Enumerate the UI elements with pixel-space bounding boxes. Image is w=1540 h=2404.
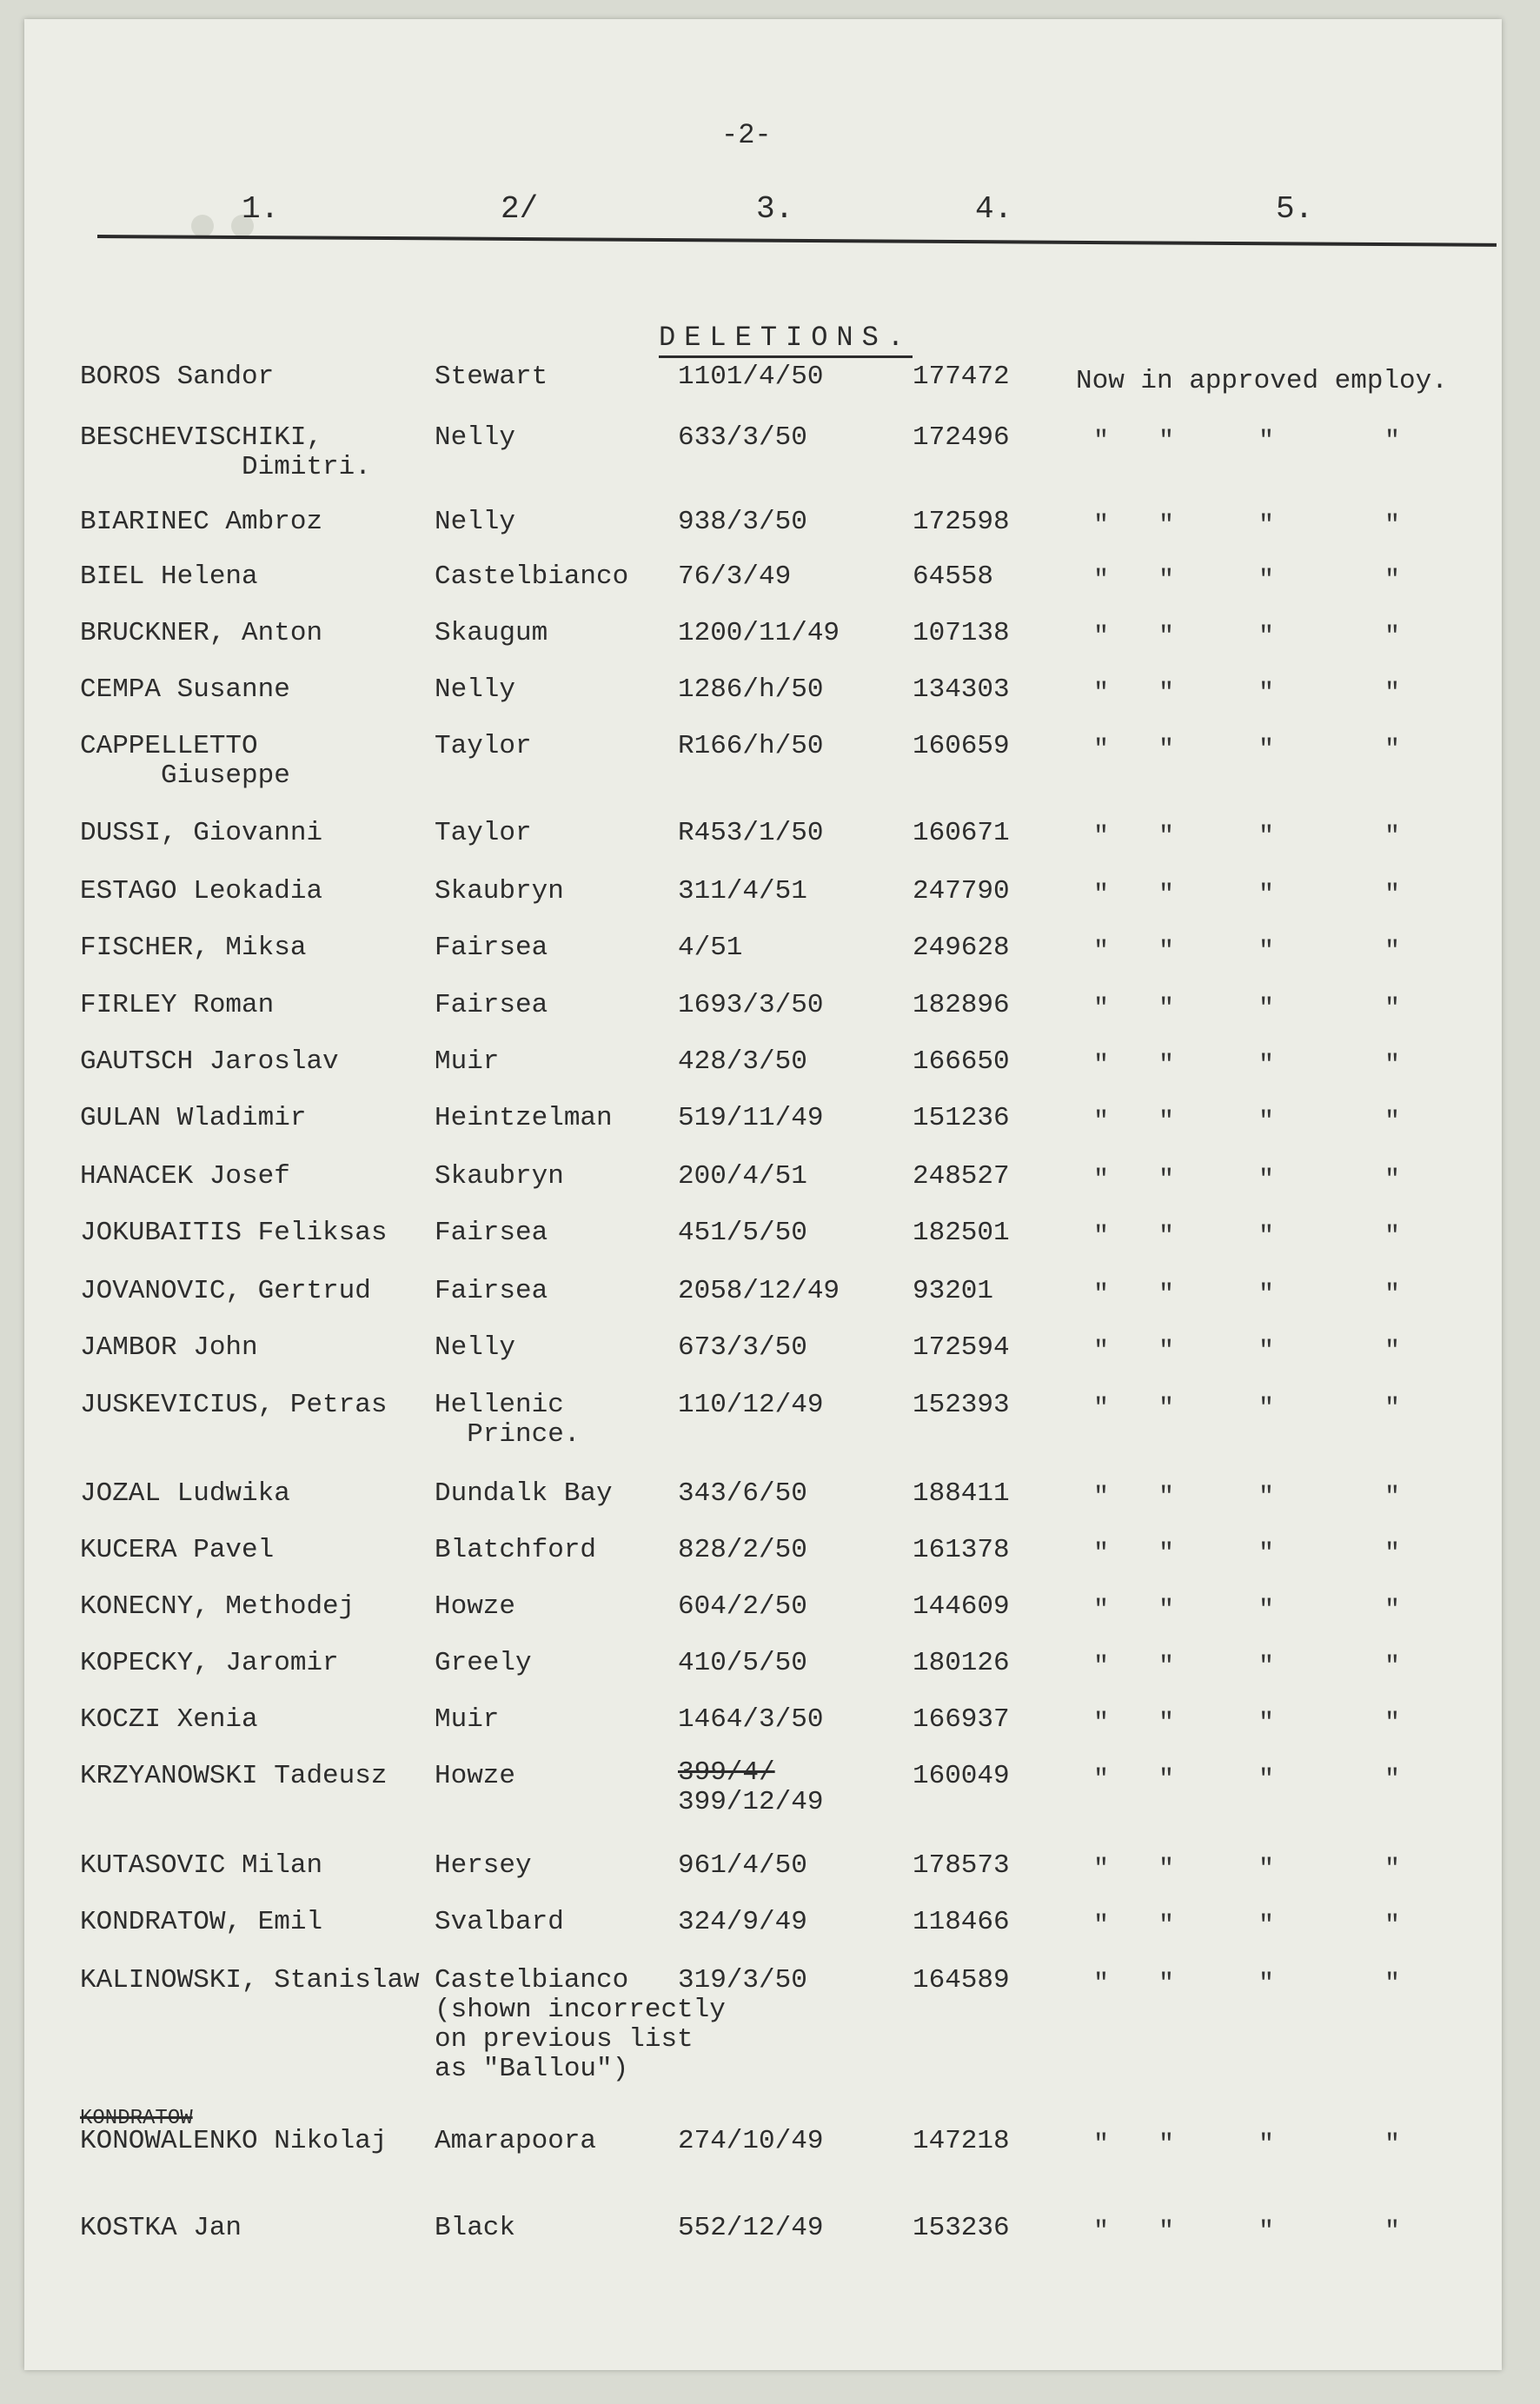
name-cell: KUCERA Pavel	[80, 1535, 275, 1565]
ditto-mark: "	[1158, 1969, 1175, 1999]
ship-cell: Castelbianco	[435, 561, 629, 592]
ditto-mark: "	[1093, 880, 1110, 910]
ditto-mark: "	[1158, 566, 1175, 595]
number-cell: 248527	[913, 1161, 1010, 1192]
number-cell: 153236	[913, 2213, 1010, 2243]
ditto-mark: "	[1093, 1483, 1110, 1512]
name-cell: KALINOWSKI, Stanislaw	[80, 1965, 420, 1996]
table-row	[24, 1649, 1502, 1701]
ref-cell: 311/4/51	[678, 876, 807, 906]
ditto-mark: "	[1258, 1051, 1275, 1080]
ditto-mark: "	[1158, 679, 1175, 708]
ship-cell: Fairsea	[435, 1218, 548, 1248]
ditto-mark: "	[1258, 566, 1275, 595]
number-cell: 180126	[913, 1648, 1010, 1678]
table-row	[24, 1104, 1502, 1156]
ditto-mark: "	[1384, 1855, 1401, 1884]
ship-cell: Skaubryn	[435, 1161, 564, 1192]
ditto-mark: "	[1384, 622, 1401, 652]
ditto-mark: "	[1093, 1911, 1110, 1941]
ref-cell: 319/3/50	[678, 1965, 807, 1996]
ditto-mark: "	[1093, 1394, 1110, 1424]
ditto-mark: "	[1158, 1394, 1175, 1424]
number-cell: 152393	[913, 1390, 1010, 1420]
number-cell: 164589	[913, 1965, 1010, 1996]
number-cell: 178573	[913, 1850, 1010, 1881]
ditto-mark: "	[1158, 1280, 1175, 1310]
number-cell: 147218	[913, 2126, 1010, 2156]
ditto-mark: "	[1158, 2130, 1175, 2160]
ditto-mark: "	[1158, 1107, 1175, 1137]
ditto-mark: "	[1093, 2130, 1110, 2160]
table-row	[24, 1479, 1502, 1531]
name-cell: FIRLEY Roman	[80, 990, 275, 1020]
ditto-mark: "	[1384, 1222, 1401, 1252]
ref-cell: 4/51	[678, 933, 743, 963]
number-cell: 118466	[913, 1907, 1010, 1937]
ref-cell: 110/12/49	[678, 1390, 824, 1420]
ref-cell: 552/12/49	[678, 2213, 824, 2243]
ship-cell: Amarapoora	[435, 2126, 597, 2156]
ditto-mark: "	[1384, 1596, 1401, 1625]
name-cell: BIEL Helena	[80, 561, 258, 592]
ditto-mark: "	[1258, 1709, 1275, 1738]
ditto-mark: "	[1158, 1051, 1175, 1080]
number-cell: 172496	[913, 422, 1010, 453]
ditto-mark: "	[1158, 2217, 1175, 2247]
table-row	[24, 675, 1502, 727]
name-cell: DUSSI, Giovanni	[80, 818, 323, 848]
name-cell: JAMBOR John	[80, 1332, 258, 1363]
table-row	[24, 508, 1502, 560]
table-row	[24, 1965, 1502, 2084]
ditto-mark: "	[1158, 1596, 1175, 1625]
ditto-mark: "	[1158, 937, 1175, 966]
number-cell: 151236	[913, 1103, 1010, 1133]
ship-cell: Taylor	[435, 731, 532, 761]
ship-cell: Heintzelman	[435, 1103, 613, 1133]
ditto-mark: "	[1158, 822, 1175, 852]
ditto-mark: "	[1258, 622, 1275, 652]
ditto-mark: "	[1258, 1539, 1275, 1569]
number-cell: 247790	[913, 876, 1010, 906]
column-header-4: 4.	[975, 191, 1013, 227]
ship-cell: Howze	[435, 1591, 516, 1622]
number-cell: 188411	[913, 1478, 1010, 1509]
ditto-mark: "	[1158, 1337, 1175, 1366]
ditto-mark: "	[1093, 1855, 1110, 1884]
ship-cell: Nelly	[435, 422, 516, 453]
ditto-mark: "	[1384, 1709, 1401, 1738]
ship-cell: Blatchford	[435, 1535, 597, 1565]
ref-cell: 961/4/50	[678, 1850, 807, 1881]
ditto-mark: "	[1258, 880, 1275, 910]
ditto-mark: "	[1384, 1165, 1401, 1195]
ditto-mark: "	[1384, 1337, 1401, 1366]
table-row	[24, 2214, 1502, 2266]
ditto-mark: "	[1093, 735, 1110, 765]
table-row	[24, 422, 1502, 482]
ditto-mark: "	[1384, 1107, 1401, 1137]
struck-name: KONDRATOW	[80, 2107, 193, 2130]
ditto-mark: "	[1158, 1709, 1175, 1738]
ditto-mark: "	[1384, 2130, 1401, 2160]
ditto-mark: "	[1384, 1051, 1401, 1080]
name-cell: CEMPA Susanne	[80, 674, 290, 705]
table-row	[24, 562, 1502, 614]
header-rule	[97, 235, 1497, 247]
ship-cell: Fairsea	[435, 933, 548, 963]
name-cell: BIARINEC Ambroz	[80, 507, 323, 537]
ditto-mark: "	[1093, 1165, 1110, 1195]
ditto-mark: "	[1384, 2217, 1401, 2247]
ditto-mark: "	[1258, 1165, 1275, 1195]
name-cell: BESCHEVISCHIKI, Dimitri.	[80, 422, 371, 482]
ditto-mark: "	[1258, 1765, 1275, 1795]
ship-cell: Muir	[435, 1046, 500, 1077]
ditto-mark: "	[1258, 994, 1275, 1024]
ref-cell: 633/3/50	[678, 422, 807, 453]
table-row	[24, 819, 1502, 871]
number-cell: 107138	[913, 618, 1010, 648]
ref-cell: 1200/11/49	[678, 618, 840, 648]
ditto-mark: "	[1093, 1337, 1110, 1366]
ship-cell: Castelbianco (shown incorrectly on previous list as "Ballou")	[435, 1965, 726, 2084]
ditto-mark: "	[1158, 1911, 1175, 1941]
ditto-mark: "	[1384, 880, 1401, 910]
column-header-1: 1.	[242, 191, 280, 227]
ditto-mark: "	[1384, 1539, 1401, 1569]
number-cell: 166650	[913, 1046, 1010, 1077]
ditto-mark: "	[1093, 1596, 1110, 1625]
table-row	[24, 1277, 1502, 1329]
ditto-mark: "	[1158, 1765, 1175, 1795]
name-cell: JOKUBAITIS Feliksas	[80, 1218, 388, 1248]
name-cell: KONOWALENKO Nikolaj	[80, 2126, 388, 2156]
name-cell: KUTASOVIC Milan	[80, 1850, 323, 1881]
table-row	[24, 731, 1502, 791]
table-row	[24, 877, 1502, 929]
ref-cell: 399/12/49	[678, 1787, 824, 1817]
number-cell: 172598	[913, 507, 1010, 537]
ditto-mark: "	[1093, 1652, 1110, 1682]
ship-cell: Nelly	[435, 507, 516, 537]
ditto-mark: "	[1093, 679, 1110, 708]
ship-cell: Stewart	[435, 362, 548, 392]
name-cell: FISCHER, Miksa	[80, 933, 307, 963]
table-row	[24, 619, 1502, 671]
ditto-mark: "	[1158, 1539, 1175, 1569]
ditto-mark: "	[1384, 1394, 1401, 1424]
number-cell: 161378	[913, 1535, 1010, 1565]
name-cell: ESTAGO Leokadia	[80, 876, 323, 906]
table-row	[24, 1908, 1502, 1960]
ditto-mark: "	[1384, 822, 1401, 852]
ref-cell: 938/3/50	[678, 507, 807, 537]
name-cell: BOROS Sandor	[80, 362, 275, 392]
ditto-mark: "	[1158, 1165, 1175, 1195]
ship-cell: Nelly	[435, 1332, 516, 1363]
ditto-mark: "	[1384, 566, 1401, 595]
name-cell: HANACEK Josef	[80, 1161, 290, 1192]
ditto-mark: "	[1158, 994, 1175, 1024]
name-cell: JUSKEVICIUS, Petras	[80, 1390, 388, 1420]
ditto-mark: "	[1384, 1911, 1401, 1941]
ship-cell: Svalbard	[435, 1907, 564, 1937]
name-cell: KOSTKA Jan	[80, 2213, 242, 2243]
number-cell: 134303	[913, 674, 1010, 705]
ditto-mark: "	[1158, 1855, 1175, 1884]
ditto-mark: "	[1384, 1652, 1401, 1682]
ditto-mark: "	[1093, 1222, 1110, 1252]
table-row	[24, 362, 1502, 415]
ditto-mark: "	[1093, 1280, 1110, 1310]
name-cell: KONDRATOW, Emil	[80, 1907, 323, 1937]
name-cell: KRZYANOWSKI Tadeusz	[80, 1761, 388, 1791]
ditto-mark: "	[1258, 1107, 1275, 1137]
column-header-2: 2/	[501, 191, 539, 227]
number-cell: 177472	[913, 362, 1010, 392]
table-row	[24, 1592, 1502, 1644]
table-row	[24, 1851, 1502, 1903]
ship-cell: Fairsea	[435, 990, 548, 1020]
ref-cell: 1464/3/50	[678, 1704, 824, 1735]
ditto-mark: "	[1258, 937, 1275, 966]
ditto-mark: "	[1258, 679, 1275, 708]
ship-cell: Fairsea	[435, 1276, 548, 1306]
ditto-mark: "	[1258, 1911, 1275, 1941]
ref-cell: 673/3/50	[678, 1332, 807, 1363]
ditto-mark: "	[1158, 511, 1175, 541]
table-row	[24, 1219, 1502, 1271]
name-cell: JOVANOVIC, Gertrud	[80, 1276, 371, 1306]
ditto-mark: "	[1384, 427, 1401, 456]
ship-cell: Greely	[435, 1648, 532, 1678]
name-cell: GULAN Wladimir	[80, 1103, 307, 1133]
table-row	[24, 1705, 1502, 1757]
ref-cell: 410/5/50	[678, 1648, 807, 1678]
page-number: -2-	[721, 119, 772, 151]
ship-cell: Hellenic Prince.	[435, 1390, 581, 1450]
ref-cell: 451/5/50	[678, 1218, 807, 1248]
ref-cell: 428/3/50	[678, 1046, 807, 1077]
ditto-mark: "	[1158, 427, 1175, 456]
ditto-mark: "	[1258, 1596, 1275, 1625]
ref-cell: 1286/h/50	[678, 674, 824, 705]
number-cell: 182501	[913, 1218, 1010, 1248]
table-row	[24, 1757, 1502, 1817]
ref-cell: 519/11/49	[678, 1103, 824, 1133]
column-header-5: 5.	[1276, 191, 1314, 227]
ditto-mark: "	[1258, 1652, 1275, 1682]
ditto-mark: "	[1158, 1483, 1175, 1512]
ref-cell: R166/h/50	[678, 731, 824, 761]
ditto-mark: "	[1093, 1709, 1110, 1738]
number-cell: 249628	[913, 933, 1010, 963]
number-cell: 160049	[913, 1761, 1010, 1791]
ditto-mark: "	[1093, 1051, 1110, 1080]
number-cell: 182896	[913, 990, 1010, 1020]
ditto-mark: "	[1258, 511, 1275, 541]
ditto-mark: "	[1093, 566, 1110, 595]
ref-cell: 2058/12/49	[678, 1276, 840, 1306]
ditto-mark: "	[1384, 1483, 1401, 1512]
number-cell: 160671	[913, 818, 1010, 848]
ref-cell: 604/2/50	[678, 1591, 807, 1622]
ditto-mark: "	[1258, 1855, 1275, 1884]
column-header-3: 3.	[756, 191, 794, 227]
name-cell: GAUTSCH Jaroslav	[80, 1046, 339, 1077]
ditto-mark: "	[1093, 1539, 1110, 1569]
ditto-mark: "	[1093, 1765, 1110, 1795]
table-row	[24, 933, 1502, 986]
struck-ref: 399/4/	[678, 1757, 775, 1788]
table-row	[24, 1162, 1502, 1214]
ditto-mark: "	[1093, 2217, 1110, 2247]
ditto-mark: "	[1258, 1222, 1275, 1252]
ditto-mark: "	[1384, 511, 1401, 541]
number-cell: 172594	[913, 1332, 1010, 1363]
ditto-mark: "	[1158, 1222, 1175, 1252]
ditto-mark: "	[1258, 1969, 1275, 1999]
ditto-mark: "	[1093, 511, 1110, 541]
ditto-mark: "	[1093, 622, 1110, 652]
ref-cell: 274/10/49	[678, 2126, 824, 2156]
ditto-mark: "	[1093, 427, 1110, 456]
ditto-mark: "	[1158, 880, 1175, 910]
ditto-mark: "	[1258, 735, 1275, 765]
ditto-mark: "	[1258, 2217, 1275, 2247]
section-title: DELETIONS.	[659, 322, 913, 358]
ship-cell: Black	[435, 2213, 516, 2243]
ditto-mark: "	[1384, 994, 1401, 1024]
punch-hole	[191, 215, 214, 237]
table-row	[24, 1047, 1502, 1099]
ditto-mark: "	[1258, 2130, 1275, 2160]
ref-cell: 76/3/49	[678, 561, 792, 592]
document-page	[24, 19, 1502, 2370]
name-cell: CAPPELLETTO Giuseppe	[80, 731, 290, 791]
number-cell: 64558	[913, 561, 994, 592]
table-row	[24, 1536, 1502, 1588]
ship-cell: Hersey	[435, 1850, 532, 1881]
ditto-mark: "	[1093, 1969, 1110, 1999]
ship-cell: Skaubryn	[435, 876, 564, 906]
ditto-mark: "	[1384, 735, 1401, 765]
ditto-mark: "	[1258, 1394, 1275, 1424]
name-cell: KOPECKY, Jaromir	[80, 1648, 339, 1678]
name-cell: BRUCKNER, Anton	[80, 618, 323, 648]
ship-cell: Taylor	[435, 818, 532, 848]
ditto-mark: "	[1258, 427, 1275, 456]
ref-cell: R453/1/50	[678, 818, 824, 848]
ditto-mark: "	[1258, 1483, 1275, 1512]
ditto-mark: "	[1384, 1765, 1401, 1795]
ditto-mark: "	[1158, 622, 1175, 652]
ditto-mark: "	[1158, 735, 1175, 765]
number-cell: 160659	[913, 731, 1010, 761]
ditto-mark: "	[1384, 679, 1401, 708]
ref-cell: 324/9/49	[678, 1907, 807, 1937]
ditto-mark: "	[1384, 937, 1401, 966]
ditto-mark: "	[1258, 1280, 1275, 1310]
ditto-mark: "	[1384, 1280, 1401, 1310]
ship-cell: Muir	[435, 1704, 500, 1735]
name-cell: KOCZI Xenia	[80, 1704, 258, 1735]
ref-cell: 1101/4/50	[678, 362, 824, 392]
table-row	[24, 1333, 1502, 1385]
number-cell: 144609	[913, 1591, 1010, 1622]
ditto-mark: "	[1093, 994, 1110, 1024]
ditto-mark: "	[1158, 1652, 1175, 1682]
ref-cell: 828/2/50	[678, 1535, 807, 1565]
name-cell: JOZAL Ludwika	[80, 1478, 290, 1509]
ditto-mark: "	[1384, 1969, 1401, 1999]
ref-cell: 1693/3/50	[678, 990, 824, 1020]
status-cell: Now in approved employ.	[1076, 366, 1448, 396]
ditto-mark: "	[1093, 822, 1110, 852]
table-row	[24, 1390, 1502, 1450]
ref-cell: 343/6/50	[678, 1478, 807, 1509]
number-cell: 93201	[913, 1276, 994, 1306]
ship-cell: Dundalk Bay	[435, 1478, 613, 1509]
ditto-mark: "	[1258, 822, 1275, 852]
ref-cell: 200/4/51	[678, 1161, 807, 1192]
ditto-mark: "	[1258, 1337, 1275, 1366]
ditto-mark: "	[1093, 1107, 1110, 1137]
ditto-mark: "	[1093, 937, 1110, 966]
ship-cell: Nelly	[435, 674, 516, 705]
table-row	[24, 991, 1502, 1043]
number-cell: 166937	[913, 1704, 1010, 1735]
name-cell: KONECNY, Methodej	[80, 1591, 355, 1622]
table-row	[24, 2107, 1502, 2179]
ship-cell: Skaugum	[435, 618, 548, 648]
ship-cell: Howze	[435, 1761, 516, 1791]
